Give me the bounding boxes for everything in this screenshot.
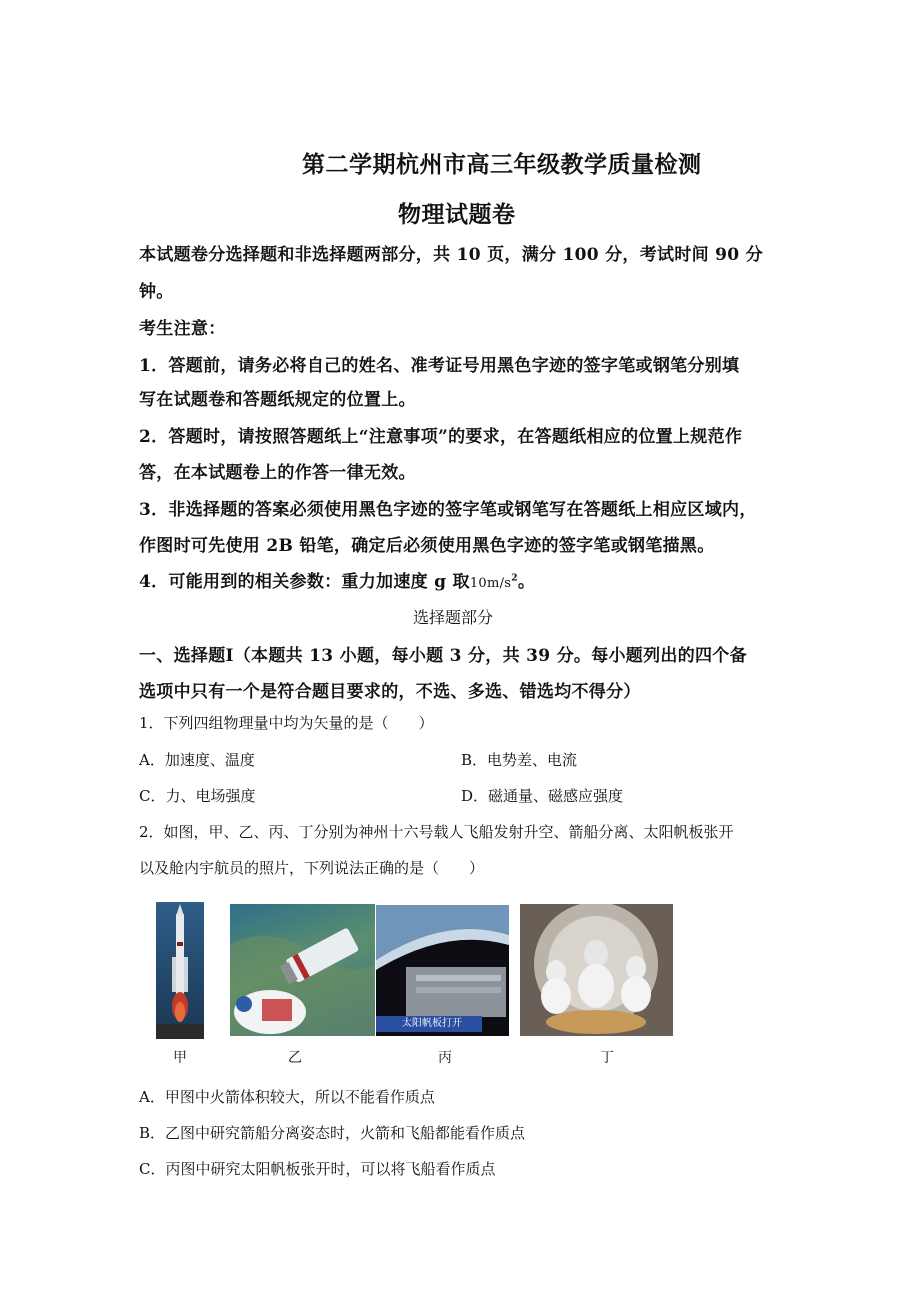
q1-stem: 1．下列四组物理量中均为矢量的是（ ） [139, 714, 434, 732]
part1-instructions-line-1: 一、选择题Ⅰ（本题共 13 小题，每小题 3 分，共 39 分。每小题列出的四个备 [139, 646, 747, 666]
notice-item-1-line-1: 1．答题前，请务必将自己的姓名、准考证号用黑色字迹的签字笔或钢笔分别填 [139, 356, 740, 376]
exam-subtitle: 物理试题卷 [398, 201, 516, 228]
section-title: 选择题部分 [413, 608, 494, 627]
gravity-value: 10m/s [469, 576, 512, 591]
caption-bing: 丙 [438, 1050, 452, 1066]
photo-bing-solar-panel [376, 905, 509, 1036]
notice-item-4-prefix: 4．可能用到的相关参数：重力加速度 g 取 [139, 572, 470, 592]
caption-jia: 甲 [173, 1050, 187, 1066]
photo-jia-rocket-launch [156, 902, 204, 1039]
notice-item-2-line-1: 2．答题时，请按照答题纸上“注意事项”的要求，在答题纸相应的位置上规范作 [139, 427, 743, 447]
q1-option-c: C．力、电场强度 [139, 787, 256, 805]
q1-option-b: B．电势差、电流 [461, 751, 578, 769]
q1-option-d: D．磁通量、磁感应强度 [461, 787, 624, 805]
notice-item-3-line-1: 3．非选择题的答案必须使用黑色字迹的签字笔或钢笔写在答题纸上相应区域内， [139, 500, 757, 520]
q2-option-a: A．甲图中火箭体积较大，所以不能看作质点 [139, 1088, 435, 1106]
q1-option-a: A．加速度、温度 [139, 751, 255, 769]
q2-stem-line-2: 以及舱内宇航员的照片，下列说法正确的是（ ） [139, 859, 485, 877]
gravity-exponent: 2 [511, 573, 518, 584]
photo-ding-astronauts [520, 904, 673, 1036]
notice-heading: 考生注意： [139, 319, 226, 339]
caption-ding: 丁 [600, 1050, 614, 1066]
caption-yi: 乙 [288, 1050, 302, 1066]
notice-item-3-line-2: 作图时可先使用 2B 铅笔，确定后必须使用黑色字迹的签字笔或钢笔描黑。 [139, 536, 715, 556]
photo-bing-banner: 太阳帆板打开 [376, 1016, 482, 1032]
q2-option-c: C．丙图中研究太阳帆板张开时，可以将飞船看作质点 [139, 1160, 496, 1178]
notice-item-4-end: 。 [517, 572, 536, 592]
notice-item-2-line-2: 答，在本试题卷上的作答一律无效。 [139, 463, 416, 483]
notice-item-4 [139, 567, 535, 592]
intro-line-1: 本试题卷分选择题和非选择题两部分，共 10 页，满分 100 分，考试时间 90 分 [139, 245, 763, 265]
intro-line-2: 钟。 [139, 282, 174, 302]
q2-option-b: B．乙图中研究箭船分离姿态时，火箭和飞船都能看作质点 [139, 1124, 526, 1142]
exam-title: 第二学期杭州市高三年级教学质量检测 [302, 151, 702, 178]
notice-item-1-line-2: 写在试题卷和答题纸规定的位置上。 [139, 390, 416, 410]
part1-instructions-line-2: 选项中只有一个是符合题目要求的，不选、多选、错选均不得分） [139, 682, 641, 702]
q2-stem-line-1: 2．如图，甲、乙、丙、丁分别为神州十六号载人飞船发射升空、箭船分离、太阳帆板张开 [139, 823, 734, 841]
photo-yi-separation [230, 904, 375, 1036]
